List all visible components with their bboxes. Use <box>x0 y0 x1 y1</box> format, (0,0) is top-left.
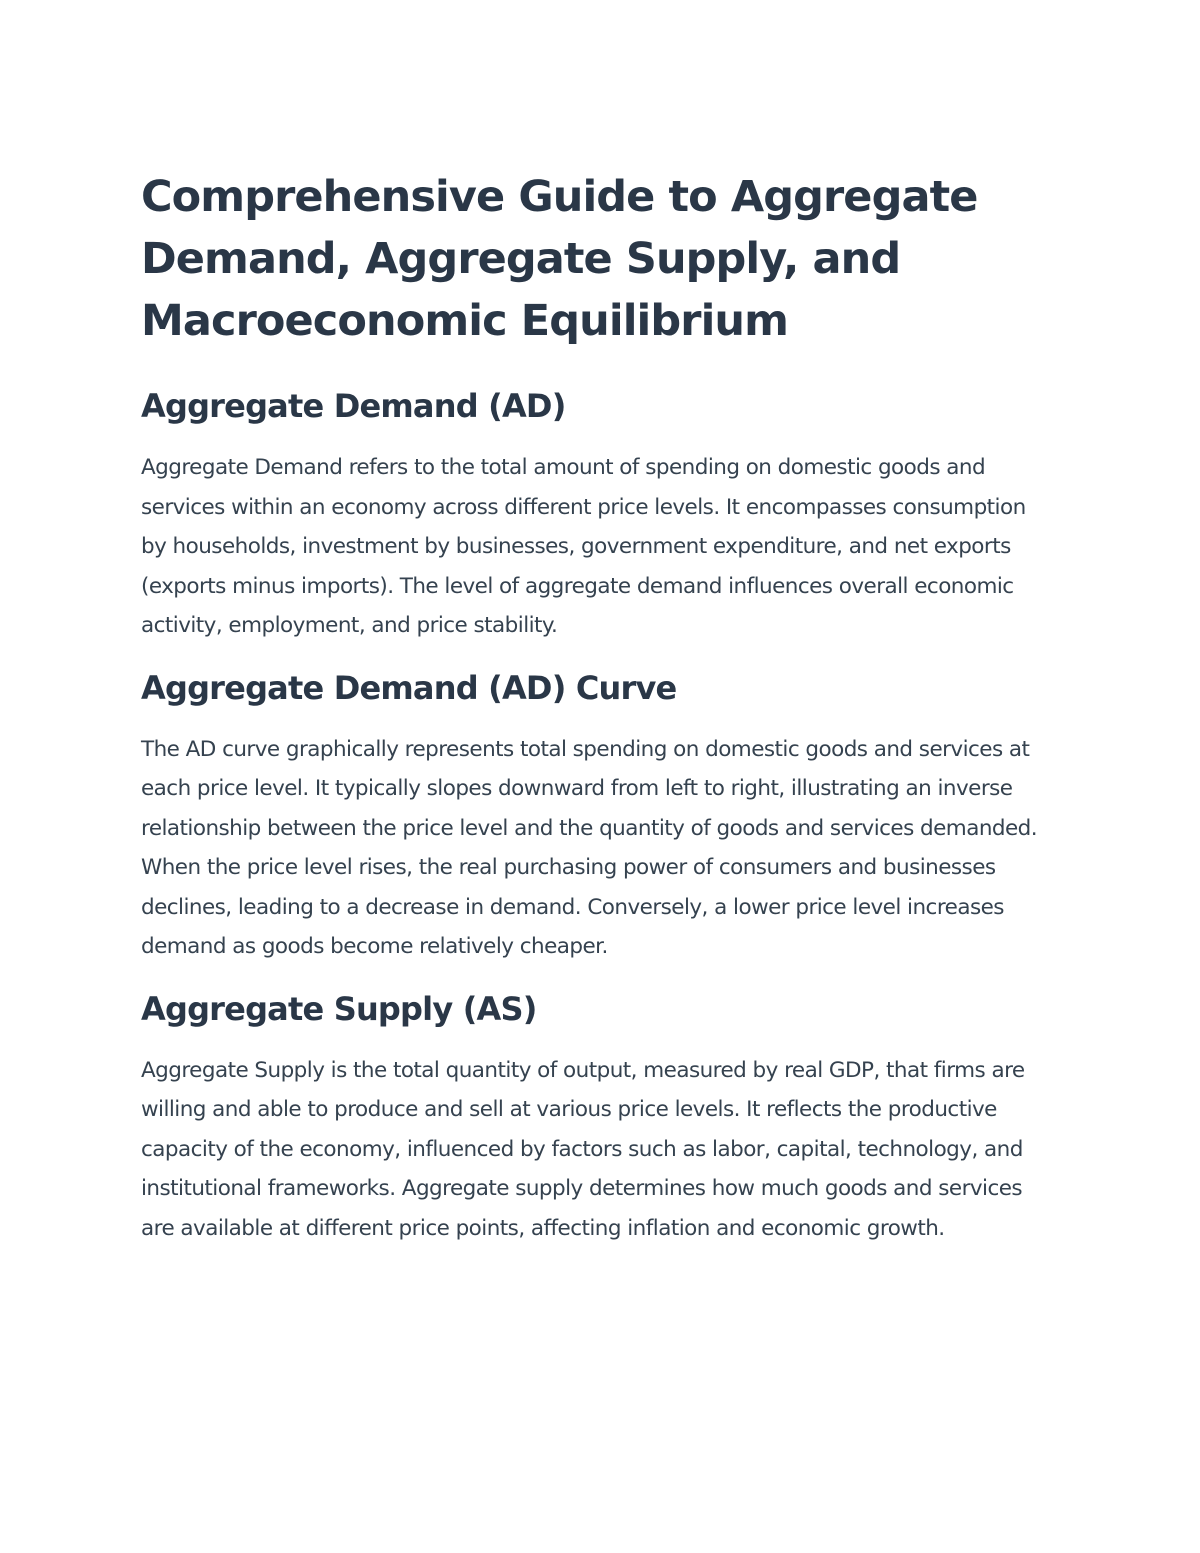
document-page <box>141 166 1056 1270</box>
section-paragraph: Aggregate Demand refers to the total amount of spending on domestic goods and services within an economy across different price levels. It encompasses consumption by households, investment by businesses, government expenditure, and net exports (exports minus imports). The level of aggregate demand influences overall economic activity, employment, and price stability. <box>141 455 1026 638</box>
section-paragraph: The AD curve graphically represents total spending on domestic goods and services at each price level. It typically slopes downward from left to right, illustrating an inverse relationship between the price level and the quantity of goods and services demanded. When the price level rises, the real purchasing power of consumers and businesses declines, leading to a decrease in demand. Conversely, a lower price level increases demand as goods become relatively cheaper. <box>141 736 1038 959</box>
section-heading: Aggregate Demand (AD) Curve <box>141 668 677 707</box>
section-aggregate-supply <box>141 989 1056 1249</box>
section-paragraph: Aggregate Supply is the total quantity of output, measured by real GDP, that firms are willing and able to produce and sell at various price levels. It reflects the productive capacity of the economy, influenced by factors such as labor, capital, technology, and institutional frameworks. Aggregate supply determines how much goods and services are available at different price points, affecting inflation and economic growth. <box>141 1057 1025 1241</box>
section-heading: Aggregate Demand (AD) <box>141 387 566 425</box>
section-aggregate-demand-curve <box>141 668 1056 967</box>
document-title: Comprehensive Guide to Aggregate Demand, Aggregate Supply, and Macroeconomic Equilibrium <box>141 172 978 346</box>
section-heading: Aggregate Supply (AS) <box>141 989 537 1028</box>
section-aggregate-demand <box>141 386 1056 646</box>
